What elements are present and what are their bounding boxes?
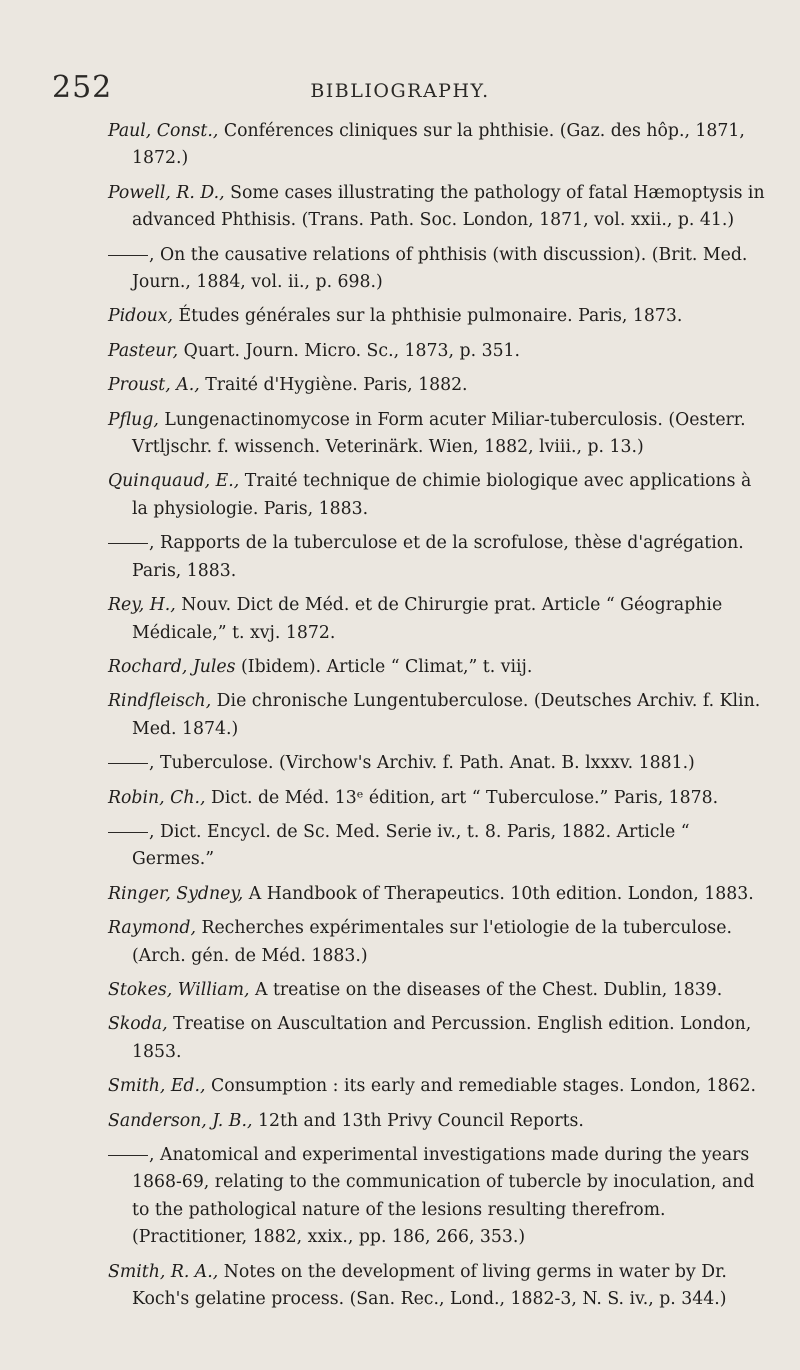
bibliography-entry [108,242,768,297]
entry-author: Sanderson, J. B., [108,1110,253,1131]
ditto-dash [108,1155,148,1156]
entry-text: Nouv. Dict de Méd. et de Chirurgie prat. Article “ Géographie Médicale,” t. xvj. 1872. [132,595,723,643]
entry-text: Die chronische Lungentuberculose. (Deutsches Archiv. f. Klin. Med. 1874.) [132,691,761,739]
entry-text: Recherches expérimentales sur l'etiologie de la tuberculose. (Arch. gén. de Méd. 1883.) [132,918,732,966]
entry-text: Traité d'Hygiène. Paris, 1882. [199,375,468,396]
entry-author: Rochard, Jules [108,656,236,677]
bibliography-entry [108,819,768,874]
entry-author: Ringer, Sydney, [108,883,244,904]
ditto-dash [108,543,148,544]
entry-author: Robin, Ch., [108,787,206,808]
entry-author: Smith, Ed., [108,1076,206,1097]
bibliography-entry [108,1108,768,1135]
entry-author: Paul, Const., [108,121,219,141]
entry-text: (Ibidem). Article “ Climat,” t. viij. [235,656,533,677]
entry-author: Raymond, [108,918,196,939]
entry-text: , Dict. Encycl. de Sc. Med. Serie iv., t. 8. Paris, 1882. Article “ Germes.” [132,821,690,870]
entry-text: Dict. de Méd. 13ᵉ édition, art “ Tuberculose.” Paris, 1878. [205,787,719,808]
entry-text: A treatise on the diseases of the Chest. Dublin, 1839. [249,979,723,1000]
entry-author: Smith, R. A., [108,1261,219,1282]
bibliography-entry [108,180,768,235]
bibliography-entry [108,338,768,365]
entry-text: 12th and 13th Privy Council Reports. [252,1110,584,1131]
page-number: 252 [52,70,113,105]
entry-text: Lungenactinomycose in Form acuter Miliar-tuberculosis. (Oesterr. Vrtljschr. f. wissench. Veterinärk. Wien, 1882, lviii., p. 13.) [132,409,746,458]
entry-author: Rindfleisch, [108,691,212,712]
entry-author: Powell, R. D., [108,182,225,203]
running-head: BIBLIOGRAPHY. [310,80,490,102]
entry-author: Rey, H., [108,595,176,616]
entry-text: , Anatomical and experimental investigations made during the years 1868-69, relating to the communication of tubercle by inoculation, and to the pathological nature of the lesions resulting therefrom. (Practitioner, 1882, xxix., pp. 186, 266, 353.) [132,1145,755,1248]
entry-text: Conférences cliniques sur la phthisie. (Gaz. des hôp., 1871, 1872.) [132,121,745,169]
bibliography-entry [108,977,768,1004]
entry-text: Some cases illustrating the pathology of fatal Hæmoptysis in advanced Phthisis. (Trans. Path. Soc. London, 1871, vol. xxii., p. 41.) [132,182,765,231]
bibliography-entry [108,785,768,812]
entry-author: Skoda, [108,1014,168,1035]
bibliography-entry [108,1142,768,1252]
entry-author: Pidoux, [108,306,173,327]
bibliography-entry [108,1011,768,1066]
ditto-dash [108,832,148,833]
bibliography-entry [108,592,768,647]
bibliography-entry [108,118,768,173]
bibliography-entry [108,468,768,523]
ditto-dash [108,763,148,764]
entry-author: Proust, A., [108,375,200,396]
entry-author: Pasteur, [108,340,179,361]
entry-text: , Rapports de la tuberculose et de la scrofulose, thèse d'agrégation. Paris, 1883. [132,533,744,581]
bibliography-list [108,118,768,1320]
bibliography-entry [108,1259,768,1314]
bibliography-entry [108,530,768,585]
bibliography-entry [108,881,768,908]
entry-text: Treatise on Auscultation and Percussion. English edition. London, 1853. [132,1014,752,1062]
bibliography-entry [108,915,768,970]
entry-text: , On the causative relations of phthisis (with discussion). (Brit. Med. Journ., 1884, vol. ii., p. 698.) [132,244,748,293]
bibliography-entry [108,303,768,330]
bibliography-entry [108,688,768,743]
bibliography-entry [108,750,768,777]
entry-author: Pflug, [108,409,159,430]
bibliography-entry [108,407,768,462]
entry-text: Études générales sur la phthisie pulmonaire. Paris, 1873. [173,306,683,327]
entry-text: Consumption : its early and remediable stages. London, 1862. [205,1076,757,1097]
entry-text: A Handbook of Therapeutics. 10th edition. London, 1883. [243,883,754,904]
entry-text: Quart. Journ. Micro. Sc., 1873, p. 351. [178,340,521,361]
ditto-dash [108,255,148,256]
entry-text: Traité technique de chimie biologique avec applications à la physiologie. Paris, 1883. [132,471,752,519]
bibliography-entry [108,1073,768,1100]
entry-author: Stokes, William, [108,979,250,1000]
bibliography-entry [108,654,768,681]
bibliography-entry [108,372,768,399]
entry-text: Notes on the development of living germs in water by Dr. Koch's gelatine process. (San. Rec., Lond., 1882-3, N. S. iv., p. 344.) [132,1261,727,1310]
entry-text: , Tuberculose. (Virchow's Archiv. f. Path. Anat. B. lxxxv. 1881.) [149,753,695,774]
entry-author: Quinquaud, E., [108,471,240,492]
